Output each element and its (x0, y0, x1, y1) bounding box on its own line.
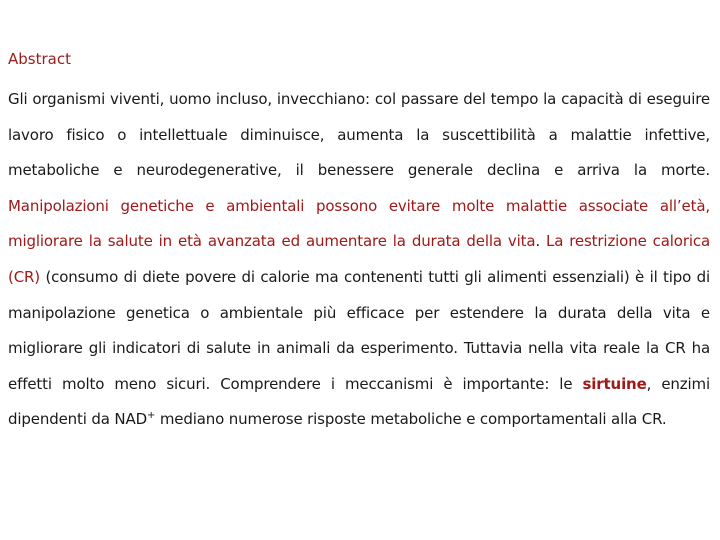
highlight-manipulations: Manipolazioni genetiche e ambientali possono evitare molte malattie associate all’età, migliorare la salute in età avanzata ed aumentare la durata della vita (8, 196, 710, 251)
nad-superscript: + (146, 410, 156, 422)
sentence-responses: mediano numerose risposte metaboliche e comportamentali alla CR. (155, 410, 667, 429)
abstract-document (8, 47, 710, 438)
sentence-cr-description: (consumo di diete povere di calorie ma contenenti tutti gli alimenti essenziali) è il tipo di manipolazione genetica o ambientale più efficace per estendere la durata della vita e migliorare gli indicatori di salute in animali da esperimento. Tuttavia nella vita reale la CR ha effetti molto meno sicuri. Comprendere i meccanismi è importante: le (8, 267, 710, 393)
keyword-sirtuine: sirtuine (582, 374, 647, 393)
abstract-heading: Abstract (8, 50, 71, 68)
sentence-end-period: . (535, 232, 547, 251)
abstract-paragraph (8, 82, 710, 438)
sentence-enzymes: , enzimi dipendenti da NAD (8, 374, 710, 429)
highlight-caloric-restriction: La restrizione calorica (CR) (8, 232, 710, 286)
sentence-aging-intro: Gli organismi viventi, uomo incluso, invecchiano: col passare del tempo la capacità di eseguire lavoro fisico o intellettuale diminuisce, aumenta la suscettibilità a malattie infettive, metaboliche e neurodegenerative, il benessere generale declina e arriva la morte. (8, 90, 710, 180)
